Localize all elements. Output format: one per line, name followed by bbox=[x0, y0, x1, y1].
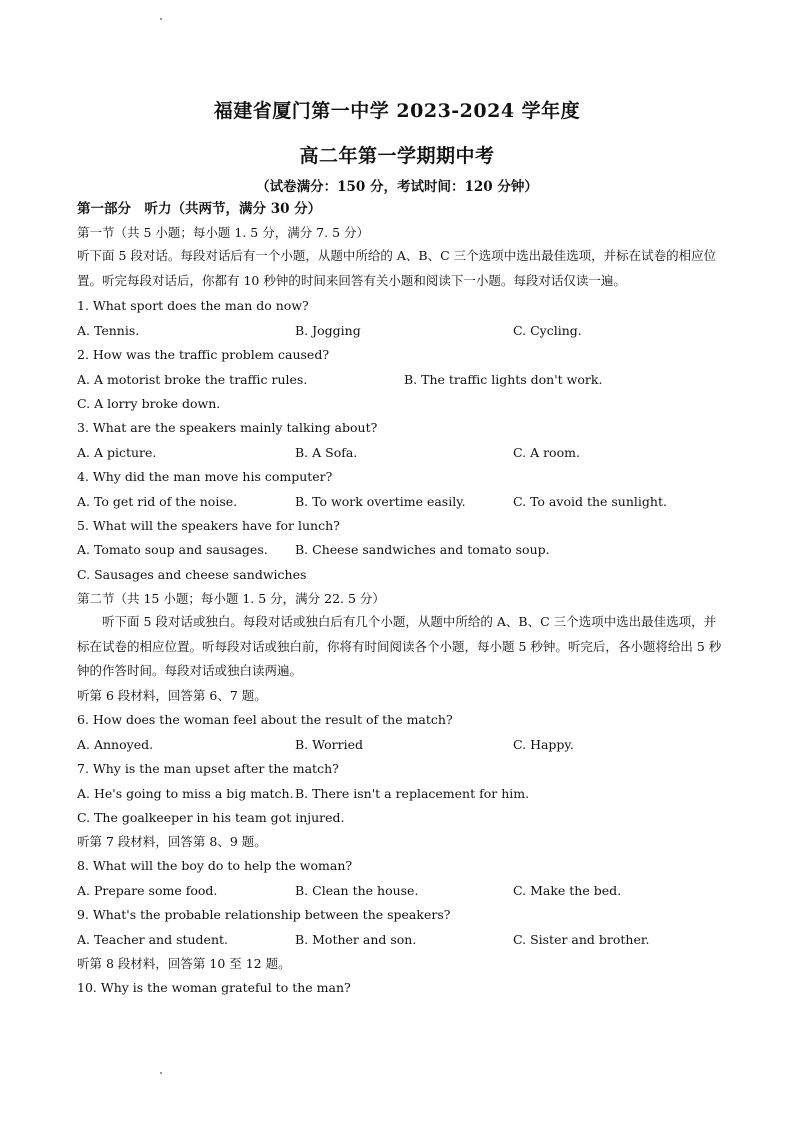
option-b: B. To work overtime easily. bbox=[295, 494, 466, 509]
exam-title-line2: 高二年第一学期期中考 bbox=[299, 145, 495, 167]
option-b: B. Mother and son. bbox=[295, 932, 417, 947]
option-a: A. A picture. bbox=[77, 445, 157, 460]
question-stem: 3. What are the speakers mainly talking about? bbox=[77, 420, 378, 435]
option-b: B. The traffic lights don't work. bbox=[404, 372, 603, 387]
material-instruction: 听第 8 段材料，回答第 10 至 12 题。 bbox=[77, 956, 291, 971]
question-stem: 1. What sport does the man do now? bbox=[77, 298, 309, 313]
option-c: C. Cycling. bbox=[513, 323, 582, 338]
option-a: A. A motorist broke the traffic rules. bbox=[77, 372, 308, 387]
option-c: C. A room. bbox=[513, 445, 580, 460]
question-stem: 7. Why is the man upset after the match? bbox=[77, 761, 339, 776]
option-a: A. He's going to miss a big match. bbox=[77, 786, 294, 801]
option-b: B. Clean the house. bbox=[295, 883, 419, 898]
question-stem: 8. What will the boy do to help the woman? bbox=[77, 858, 353, 873]
option-a: A. Tennis. bbox=[77, 323, 140, 338]
section1-heading: 第一节（共 5 小题；每小题 1. 5 分，满分 7. 5 分） bbox=[77, 225, 369, 240]
question-stem: 2. How was the traffic problem caused? bbox=[77, 347, 330, 362]
question-stem: 5. What will the speakers have for lunch? bbox=[77, 518, 340, 533]
option-c: C. A lorry broke down. bbox=[77, 396, 221, 411]
option-c: C. Make the bed. bbox=[513, 883, 622, 898]
option-a: A. Annoyed. bbox=[77, 737, 154, 752]
option-a: A. Prepare some food. bbox=[77, 883, 218, 898]
option-a: A. Tomato soup and sausages. bbox=[77, 542, 268, 557]
section2-instruction: 听下面 5 段对话或独白。每段对话或独白后有几个小题，从题中所给的 A、B、C 三个选项中选出最佳选项，并标在试卷的相应位置。听每段对话或独白前，你将有时间阅读各个小题，每小题 5 秒钟。听完后，各小题将给出 5 秒钟的作答时间。每段对话或独白读两遍。 bbox=[77, 614, 722, 678]
option-c: C. Sausages and cheese sandwiches bbox=[77, 567, 307, 582]
option-a: A. Teacher and student. bbox=[77, 932, 229, 947]
option-b: B. Jogging bbox=[295, 323, 361, 338]
option-a: A. To get rid of the noise. bbox=[77, 494, 238, 509]
option-b: B. There isn't a replacement for him. bbox=[295, 786, 530, 801]
part1-heading: 第一部分 听力（共两节，满分 30 分） bbox=[77, 201, 322, 217]
question-stem: 4. Why did the man move his computer? bbox=[77, 469, 333, 484]
section1-instruction: 听下面 5 段对话。每段对话后有一个小题，从题中所给的 A、B、C 三个选项中选出最佳选项，并标在试卷的相应位置。听完每段对话后，你都有 10 秒钟的时间来回答有关小题和阅读下一小题。每段对话仅读一遍。 bbox=[77, 248, 717, 288]
option-b: B. Cheese sandwiches and tomato soup. bbox=[295, 542, 550, 557]
exam-title-line1: 福建省厦门第一中学 2023-2024 学年度 bbox=[213, 100, 581, 122]
option-b: B. Worried bbox=[295, 737, 364, 752]
exam-subtitle: （试卷满分：150 分，考试时间：120 分钟） bbox=[256, 179, 538, 195]
section2-heading: 第二节（共 15 小题；每小题 1. 5 分，满分 22. 5 分） bbox=[77, 591, 385, 606]
option-c: C. Sister and brother. bbox=[513, 932, 650, 947]
question-stem: 10. Why is the woman grateful to the man? bbox=[77, 980, 351, 995]
option-b: B. A Sofa. bbox=[295, 445, 358, 460]
option-c: C. The goalkeeper in his team got injured. bbox=[77, 810, 345, 825]
material-instruction: 听第 6 段材料，回答第 6、7 题。 bbox=[77, 688, 267, 703]
option-c: C. Happy. bbox=[513, 737, 574, 752]
scan-dot bbox=[160, 1072, 162, 1074]
scan-dot bbox=[160, 18, 162, 20]
question-stem: 6. How does the woman feel about the result of the match? bbox=[77, 712, 453, 727]
material-instruction: 听第 7 段材料，回答第 8、9 题。 bbox=[77, 834, 267, 849]
question-stem: 9. What's the probable relationship between the speakers? bbox=[77, 907, 451, 922]
option-c: C. To avoid the sunlight. bbox=[513, 494, 667, 509]
